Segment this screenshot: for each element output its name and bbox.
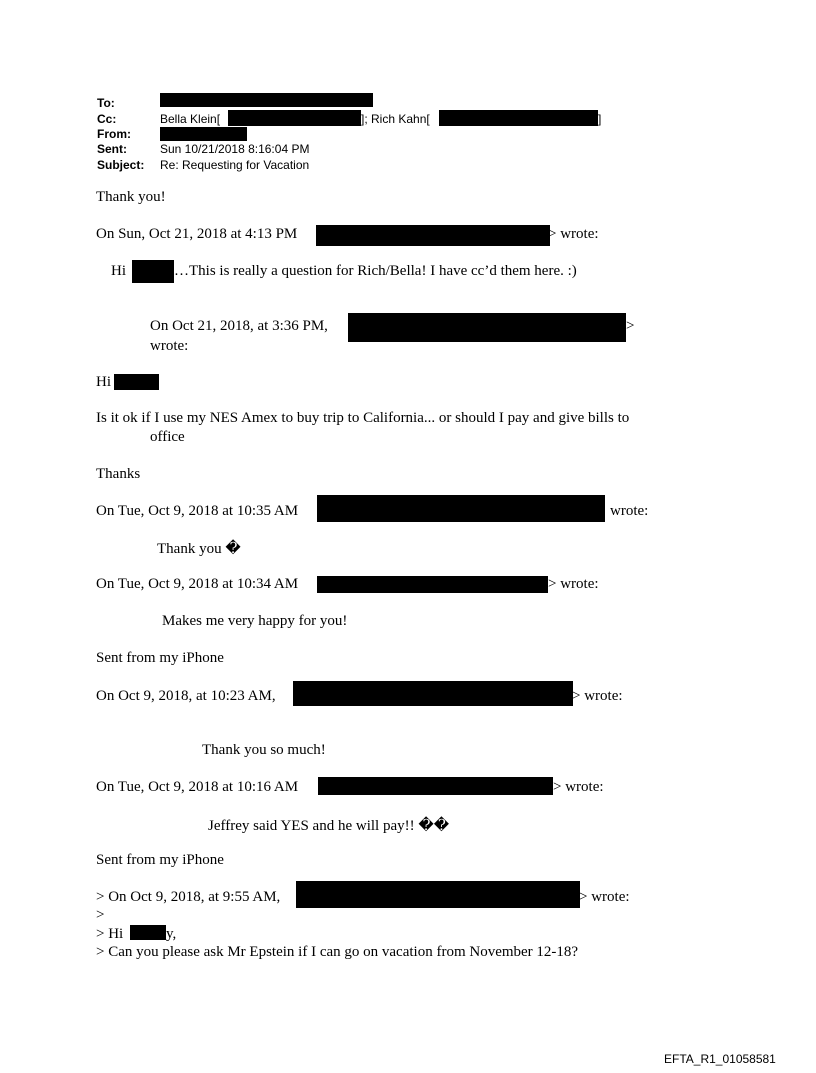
- cc-separator: ]; Rich Kahn[: [361, 112, 430, 126]
- redaction-bar: [318, 777, 553, 795]
- redaction-bar: [130, 925, 166, 940]
- cc-end: ]: [598, 112, 602, 126]
- sent-label: Sent:: [97, 142, 127, 156]
- signature: Sent from my iPhone: [96, 852, 224, 868]
- reply-text: Jeffrey said YES and he will pay!! ��: [208, 818, 450, 834]
- greeting: Hi: [96, 374, 111, 390]
- quote-header: On Tue, Oct 9, 2018 at 10:34 AM: [96, 576, 299, 592]
- redaction-bar: [160, 93, 373, 107]
- bates-number: EFTA_R1_01058581: [664, 1052, 776, 1066]
- quote-wrote: wrote:: [610, 503, 649, 519]
- redaction-bar: [114, 374, 159, 390]
- quote-wrote: > wrote:: [548, 226, 599, 242]
- from-label: From:: [97, 127, 131, 141]
- redaction-bar: [228, 110, 361, 126]
- thanks-line: Thanks: [96, 466, 141, 482]
- reply-text: Thank you �: [157, 541, 241, 557]
- question-text-cont: office: [150, 429, 185, 445]
- quote-wrote: > wrote:: [553, 779, 604, 795]
- subject-label: Subject:: [97, 158, 145, 172]
- question-text: Is it ok if I use my NES Amex to buy trip to California... or should I pay and give bills to: [96, 410, 630, 426]
- greeting: > Hi: [96, 926, 124, 942]
- quote-header: On Tue, Oct 9, 2018 at 10:35 AM: [96, 503, 299, 519]
- cc-label: Cc:: [97, 112, 117, 126]
- redaction-bar: [296, 881, 580, 908]
- quote-header: On Tue, Oct 9, 2018 at 10:16 AM: [96, 779, 299, 795]
- thank-you-line: Thank you!: [96, 189, 166, 205]
- to-label: To:: [97, 96, 115, 110]
- redaction-bar: [293, 681, 573, 706]
- reply-text: Thank you so much!: [202, 742, 326, 758]
- quote-wrote: wrote:: [150, 338, 189, 354]
- quote-wrote: > wrote:: [572, 688, 623, 704]
- greeting-end: y,: [166, 926, 177, 942]
- signature: Sent from my iPhone: [96, 650, 224, 666]
- reply-text: Makes me very happy for you!: [162, 613, 348, 629]
- quote-header: > On Oct 9, 2018, at 9:55 AM,: [96, 889, 281, 905]
- redaction-bar: [132, 260, 174, 283]
- quote-header: On Oct 21, 2018, at 3:36 PM,: [150, 318, 328, 334]
- quote-marker: >: [96, 907, 105, 923]
- quote-header: On Sun, Oct 21, 2018 at 4:13 PM: [96, 226, 298, 242]
- quote-wrote: > wrote:: [548, 576, 599, 592]
- quote-header: On Oct 9, 2018, at 10:23 AM,: [96, 688, 276, 704]
- cc-bella: Bella Klein[: [160, 112, 221, 126]
- redaction-bar: [316, 225, 550, 246]
- redaction-bar: [160, 127, 247, 141]
- quote-wrote: > wrote:: [579, 889, 630, 905]
- subject-value: Re: Requesting for Vacation: [160, 158, 310, 172]
- final-question: > Can you please ask Mr Epstein if I can go on vacation from November 12-18?: [96, 944, 579, 960]
- redaction-bar: [317, 495, 605, 522]
- reply-text: …This is really a question for Rich/Bella! I have cc’d them here. :): [174, 263, 577, 279]
- redaction-bar: [317, 576, 548, 593]
- quote-gt: >: [626, 318, 635, 334]
- sent-value: Sun 10/21/2018 8:16:04 PM: [160, 142, 310, 156]
- redaction-bar: [348, 313, 626, 342]
- redaction-bar: [439, 110, 598, 126]
- greeting: Hi: [111, 263, 126, 279]
